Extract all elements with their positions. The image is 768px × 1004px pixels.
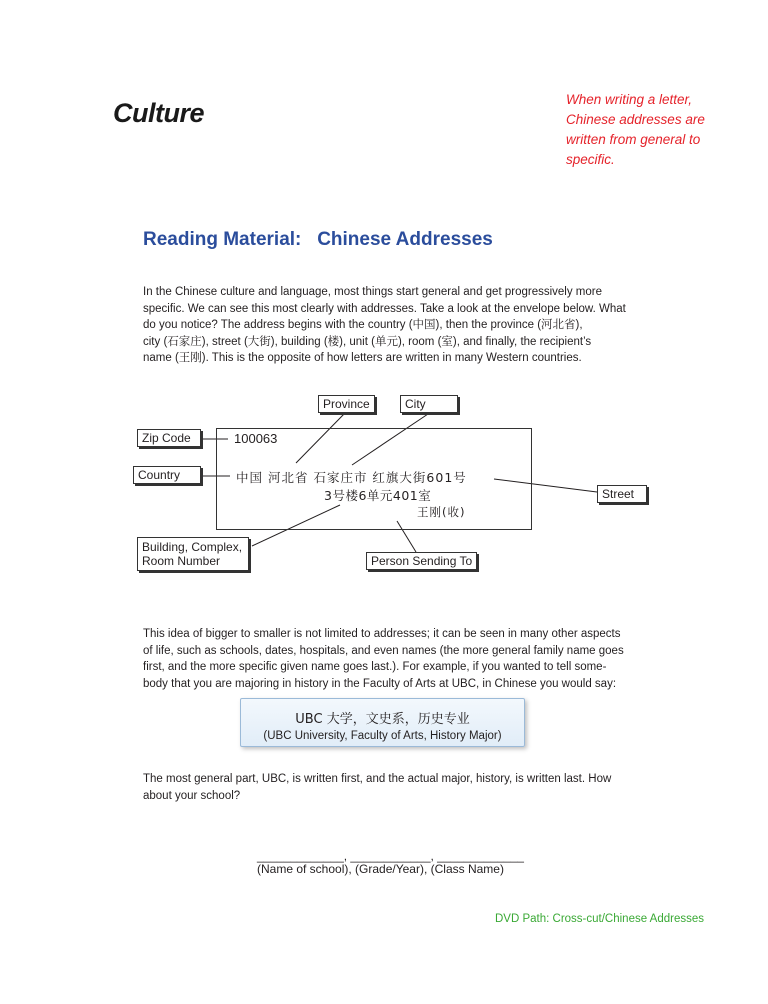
- fill-in-caption: (Name of school), (Grade/Year), (Class Name): [257, 862, 504, 876]
- example-chinese: UBC 大学，文史系，历史专业: [295, 712, 470, 727]
- paragraph-line: do you notice? The address begins with the country (中国), then the province (河北省),: [143, 319, 583, 331]
- label-person: Person Sending To: [366, 552, 477, 570]
- label-country: Country: [133, 466, 201, 484]
- paragraph-line: about your school?: [143, 789, 241, 802]
- dvd-path: DVD Path: Cross-cut/Chinese Addresses: [495, 913, 705, 925]
- paragraph-line: specific. We can see this most clearly with addresses. Take a look at the envelope below. What: [143, 302, 626, 315]
- paragraph-line: first, and the more specific given name goes last.). For example, if you wanted to tell some-: [143, 661, 607, 673]
- fill-in-blanks[interactable]: _____________, ____________, _____________: [257, 849, 524, 863]
- envelope-line3: 王刚(收): [417, 505, 466, 519]
- closing-paragraph: [143, 771, 633, 804]
- paragraph-line: body that you are majoring in history in the Faculty of Arts at UBC, in Chinese you would say:: [143, 677, 617, 690]
- paragraph-line: This idea of bigger to smaller is not limited to addresses; it can be seen in many other aspects: [143, 628, 621, 640]
- reading-heading: Reading Material: Chinese Addresses: [143, 229, 493, 250]
- body-paragraph: [143, 626, 633, 692]
- envelope-line1: 中国 河北省 石家庄市 红旗大街601号: [236, 470, 467, 485]
- label-zip-code: Zip Code: [137, 429, 201, 447]
- paragraph-line: In the Chinese culture and language, most things start general and get progressively more: [143, 286, 602, 298]
- envelope-zip: 100063: [234, 431, 278, 446]
- example-english: (UBC University, Faculty of Arts, History Major): [263, 730, 502, 742]
- paragraph-line: city (石家庄), street (大街), building (楼), unit (单元), room (室), and finally, the recipient’s: [143, 335, 592, 348]
- section-title: Culture: [113, 98, 204, 128]
- paragraph-line: name (王刚). This is the opposite of how letters are written in many Western countries.: [143, 352, 582, 364]
- paragraph-line: The most general part, UBC, is written first, and the actual major, history, is written last. How: [143, 773, 612, 785]
- label-street: Street: [597, 485, 647, 503]
- paragraph-line: of life, such as schools, dates, hospitals, and even names (the more general family name goes: [143, 644, 624, 657]
- envelope-line2: 3号楼6单元401室: [324, 488, 432, 503]
- label-province: Province: [318, 395, 375, 413]
- label-city: City: [400, 395, 458, 413]
- label-building: Building, Complex, Room Number: [137, 537, 249, 571]
- example-box: [240, 698, 525, 747]
- side-note: When writing a letter, Chinese addresses are written from general to specific.: [566, 92, 705, 167]
